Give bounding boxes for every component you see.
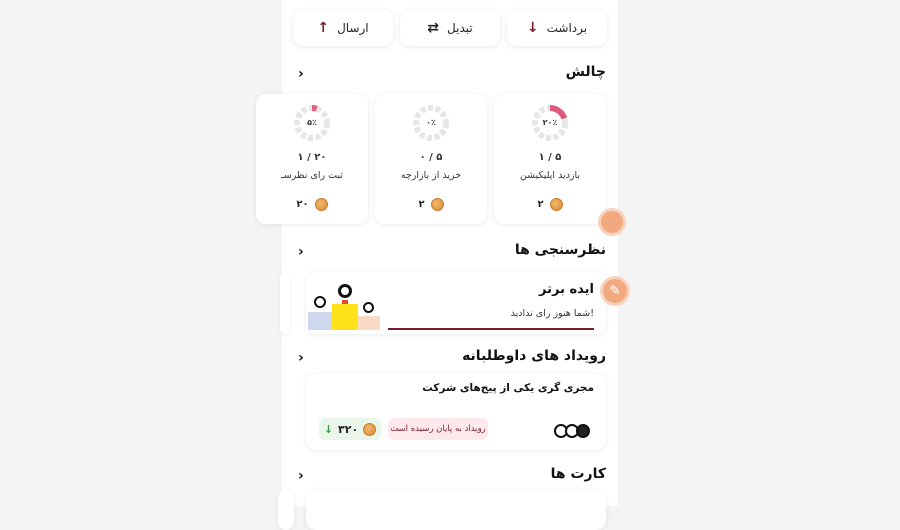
percent-label: ۵٪ [307, 118, 317, 127]
volunteer-more-chevron-icon[interactable]: › [298, 350, 304, 366]
progress-ring [293, 104, 331, 142]
participants-avatars [554, 422, 592, 440]
challenge-name: ثبت رای نظرسـ [281, 170, 343, 181]
reward-value: ۲ [418, 199, 425, 210]
next-poll-card-edge [280, 272, 290, 334]
arrow-down-icon: ↓ [323, 422, 334, 436]
event-reward-value: ۳۲۰ [338, 422, 359, 436]
challenge-more-chevron-icon[interactable]: › [298, 66, 304, 82]
poll-card-title: ایده برتر [539, 282, 594, 297]
convert-button[interactable] [400, 10, 500, 46]
cards-title: کارت ها [550, 466, 606, 482]
challenge-title: چالش [565, 64, 606, 80]
challenge-card-market-purchase[interactable] [375, 94, 487, 224]
poll-progress-line [388, 328, 594, 330]
challenge-card-app-visit[interactable] [494, 94, 606, 224]
challenge-name: خرید از بازارچه [400, 170, 462, 181]
volunteer-title: رویداد های داوطلبانه [462, 348, 606, 364]
coin-icon [431, 198, 444, 211]
reward-value: ۲۰ [296, 199, 309, 210]
podium-illustration [308, 272, 382, 332]
card-item[interactable] [306, 490, 606, 530]
send-label: ارسال [337, 21, 369, 35]
progress-text: ۱ / ۵ [538, 152, 562, 163]
reward [256, 198, 368, 211]
withdraw-button[interactable] [507, 10, 607, 46]
event-reward-badge [319, 418, 381, 440]
percent-label: ۲۰٪ [542, 118, 558, 127]
event-status-badge: رویداد به پایان رسیده است [388, 418, 488, 440]
percent-label: ۰٪ [426, 118, 436, 127]
polls-title: نظرسنجی ها [514, 242, 606, 258]
coin-icon [315, 198, 328, 211]
brush-icon[interactable]: ✎ [600, 276, 630, 306]
swap-icon: ⇄ [427, 20, 440, 36]
coin-icon [363, 423, 376, 436]
poll-card[interactable] [306, 272, 606, 334]
event-title: مجری گری یکی از پیج‌های شرکت [422, 382, 594, 394]
volunteer-event-card[interactable] [306, 374, 606, 450]
withdraw-label: برداشت [546, 21, 588, 35]
arrow-down-icon: ↓ [526, 20, 539, 36]
progress-ring [531, 104, 569, 142]
poll-card-subtitle: شما هنوز رای ندادید! [510, 308, 594, 319]
polls-more-chevron-icon[interactable]: › [298, 244, 304, 260]
convert-label: تبدیل [447, 21, 473, 35]
arrow-up-icon: ↑ [317, 20, 330, 36]
progress-text: ۱ / ۲۰ [297, 152, 327, 163]
challenge-name: بازدید اپلیکیشن [519, 170, 581, 181]
cards-more-chevron-icon[interactable]: › [298, 468, 304, 484]
coin-icon [550, 198, 563, 211]
reward [375, 198, 487, 211]
card-item-edge [278, 490, 294, 530]
reward [494, 198, 606, 211]
app-screen [281, 0, 621, 506]
progress-ring [412, 104, 450, 142]
floating-scroll-handle[interactable] [598, 208, 626, 236]
progress-text: ۰ / ۵ [419, 152, 443, 163]
send-button[interactable] [293, 10, 393, 46]
challenge-card-poll-vote[interactable] [256, 94, 368, 224]
reward-value: ۲ [537, 199, 544, 210]
